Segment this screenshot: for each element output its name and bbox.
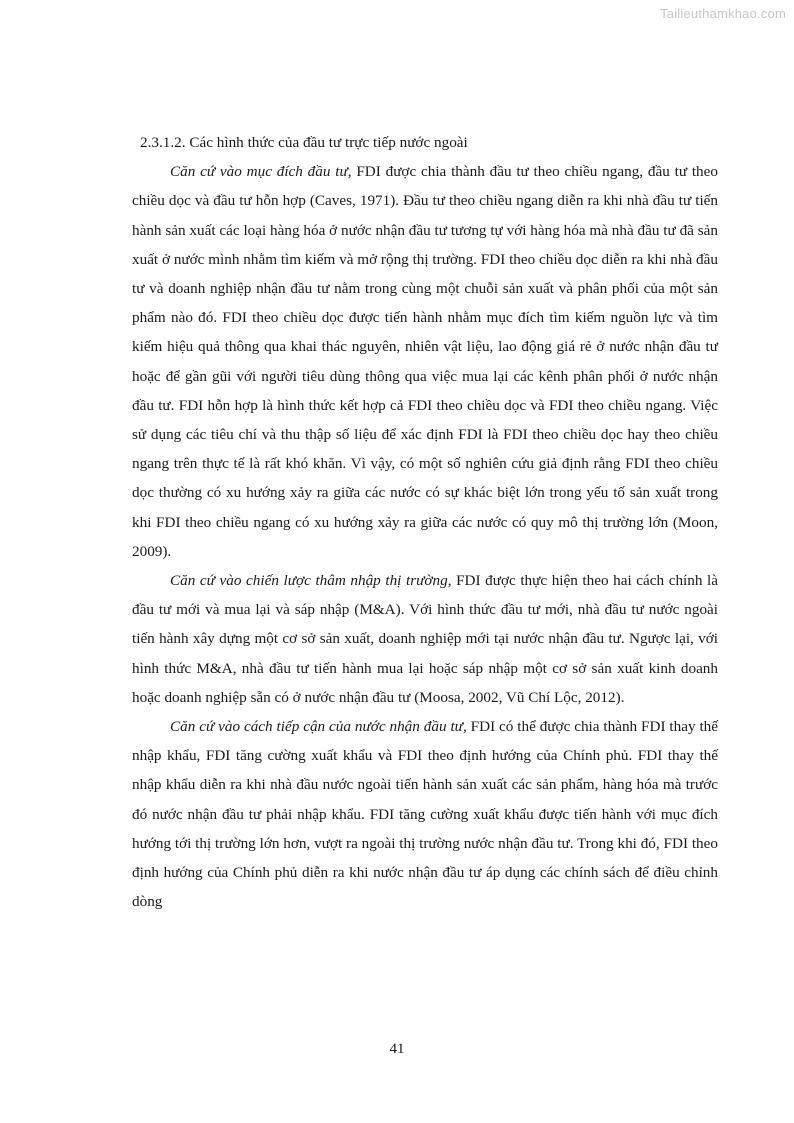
paragraph-text: , FDI được thực hiện theo hai cách chính là đầu tư mới và mua lại và sáp nhập (M&A). Với hình thức đầu tư mới, nhà đầu tư nước ngoài tiến hành xây dựng một cơ sở sản xuất, doanh nghiệp mới tại nước nhận đầu tư. Ngược lại, với hình thức M&A, nhà đầu tư tiến hành mua lại hoặc sáp nhập một cơ sở sản xuất kinh doanh hoặc doanh nghiệp sẵn có ở nước nhận đầu tư (Moosa, 2002, Vũ Chí Lộc, 2012). — [132, 572, 719, 706]
paragraph-lead: Căn cứ vào cách tiếp cận của nước nhận đầu tư, — [170, 718, 467, 736]
watermark: Tailieuthamkhao.com — [660, 6, 786, 21]
paragraph-lead: Căn cứ vào chiến lược thâm nhập thị trường — [170, 572, 448, 590]
section-heading: 2.3.1.2. Các hình thức của đầu tư trực tiếp nước ngoài — [140, 134, 468, 151]
document-body — [132, 128, 718, 916]
paragraph-strategy — [132, 566, 718, 712]
paragraph-purpose — [132, 157, 718, 566]
page-number: 41 — [389, 1041, 405, 1057]
paragraph-text: FDI được chia thành đầu tư theo chiều ngang, đầu tư theo chiều dọc và đầu tư hỗn hợp (Caves, 1971). Đầu tư theo chiều ngang diễn ra khi nhà đầu tư tiến hành sản xuất các loại hàng hóa ở nước nhận đầu tư tương tự với hàng hóa mà nhà đầu tư đã sản xuất ở nước mình nhằm tìm kiếm và mở rộng thị trường. FDI theo chiều dọc diễn ra khi nhà đầu tư và doanh nghiệp nhận đầu tư nằm trong cùng một chuỗi sản xuất và phân phối của một sản phẩm nào đó. FDI theo chiều dọc được tiến hành nhằm mục đích tìm kiếm nguồn lực và tìm kiếm hiệu quả thông qua khai thác nguyên, nhiên vật liệu, lao động giá rẻ ở nước nhận đầu tư hoặc để gần gũi với người tiêu dùng thông qua việc mua lại các kênh phân phối ở nước nhận đầu tư. FDI hỗn hợp là hình thức kết hợp cả FDI theo chiều dọc và FDI theo chiều ngang. Việc sử dụng các tiêu chí và thu thập số liệu để xác định FDI là FDI theo chiều dọc hay theo chiều ngang trên thực tế là rất khó khăn. Vì vậy, có một số nghiên cứu giả định rằng FDI theo chiều dọc thường có xu hướng xảy ra giữa các nước có sự khác biệt lớn trong yếu tố sản xuất trong khi FDI theo chiều ngang có xu hướng xảy ra giữa các nước có quy mô thị trường lớn (Moon, 2009). — [132, 163, 718, 560]
paragraph-lead: Căn cứ vào mục đích đầu tư, — [170, 163, 352, 181]
paragraph-text: FDI có thể được chia thành FDI thay thế nhập khẩu, FDI tăng cường xuất khẩu và FDI theo định hướng của Chính phủ. FDI thay thế nhập khẩu diễn ra khi nhà đầu nước ngoài tiến hành sản xuất các sản phẩm, hàng hóa mà trước đó nước nhận đầu tư phải nhập khẩu. FDI tăng cường xuất khẩu được tiến hành với mục đích hướng tới thị trường lớn hơn, vượt ra ngoài thị trường nước nhận đầu tư. Trong khi đó, FDI theo định hướng của Chính phủ diễn ra khi nước nhận đầu tư áp dụng các chính sách để điều chỉnh dòng — [132, 718, 719, 911]
paragraph-approach — [132, 712, 718, 916]
